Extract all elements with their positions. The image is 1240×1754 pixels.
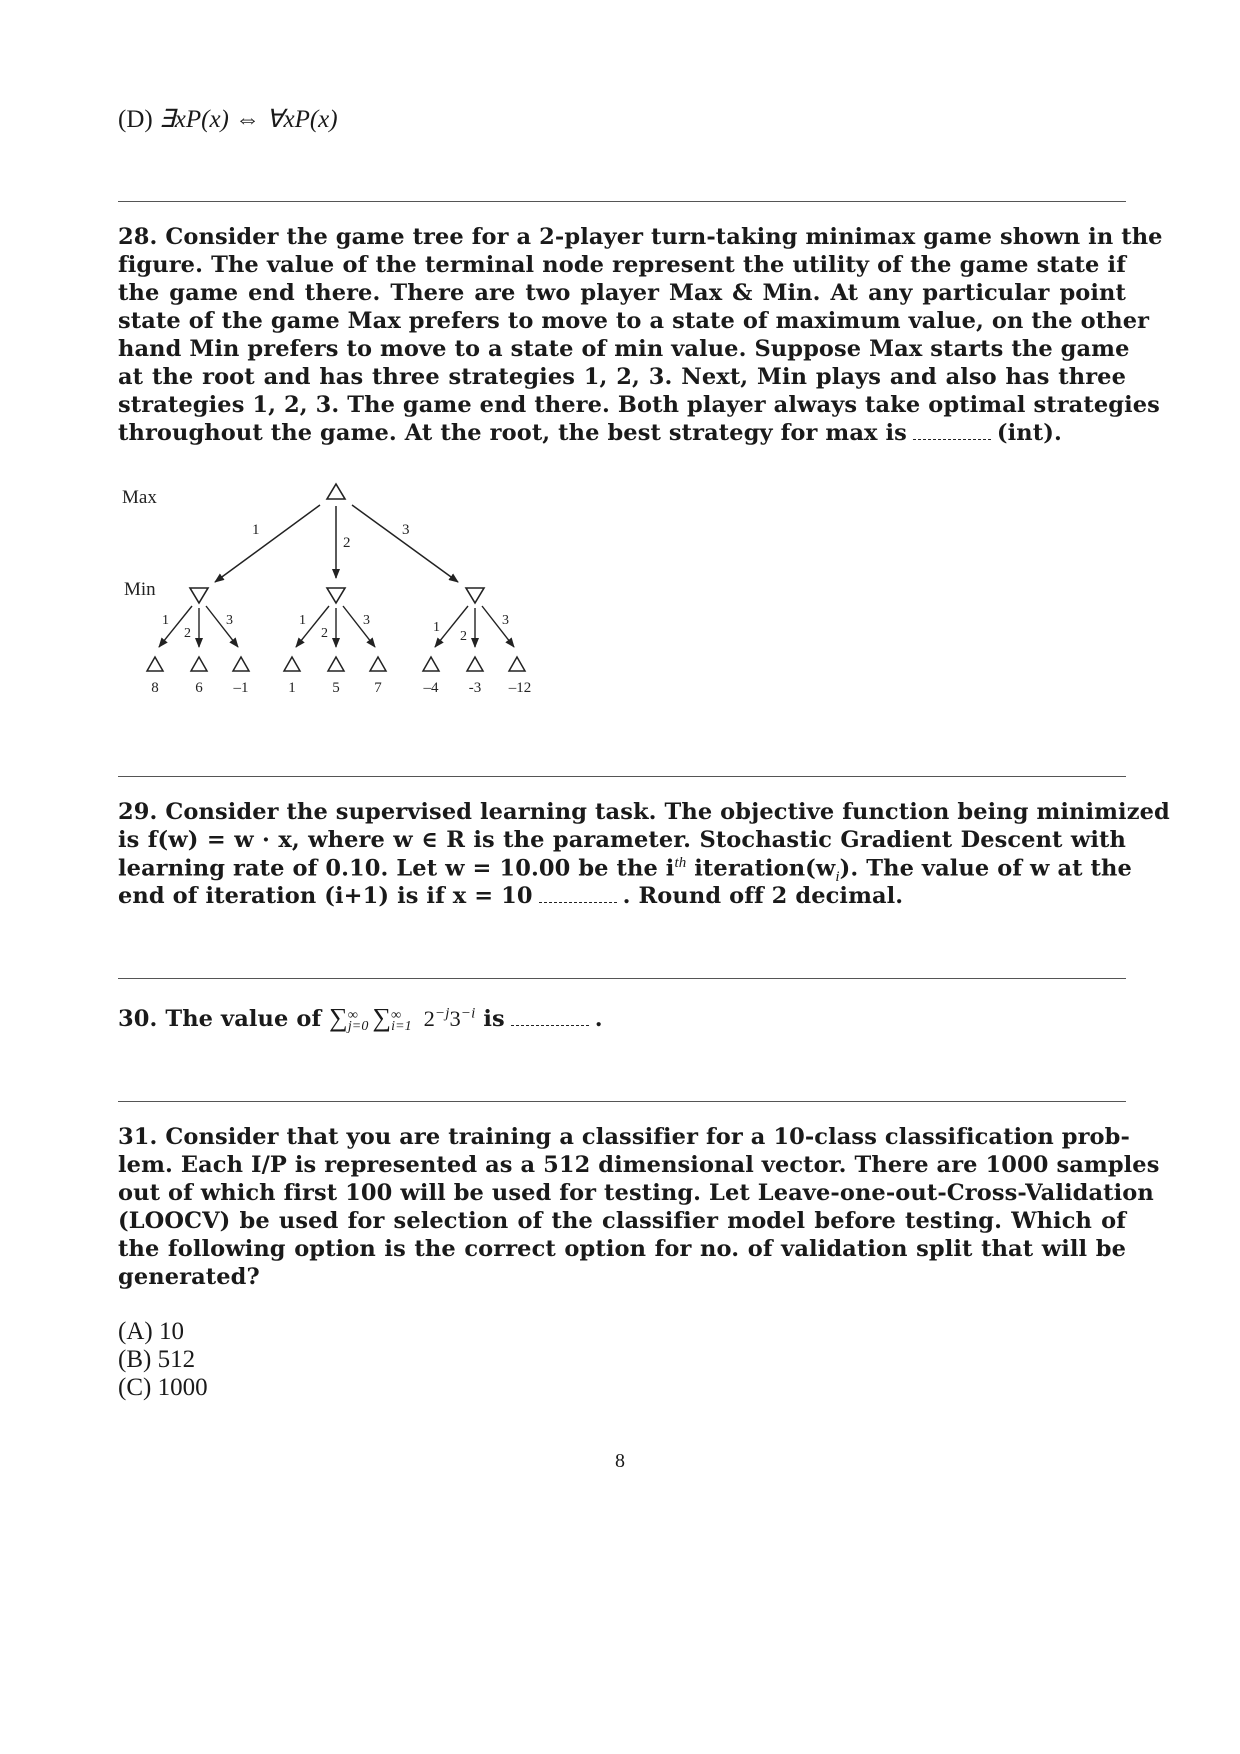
lower-limit: i=1 xyxy=(391,1018,412,1034)
q30-prefix: 30. The value of xyxy=(118,1006,322,1032)
exponent: −i xyxy=(460,1005,476,1022)
q28-last-line xyxy=(118,420,1126,446)
page-number: 8 xyxy=(615,1450,625,1472)
leaf-node xyxy=(233,657,249,671)
leaf-node xyxy=(467,657,483,671)
leaf-value: –12 xyxy=(508,680,532,696)
q29-line-3 xyxy=(118,855,1132,886)
lower-limit: j=0 xyxy=(347,1018,369,1034)
q31-line: the following option is the correct option for no. of validation split that will be xyxy=(118,1236,1126,1262)
min-edge xyxy=(482,606,514,647)
q28-line: hand Min prefers to move to a state of min value. Suppose Max starts the game xyxy=(118,336,1130,362)
sigma-symbol: ∑ xyxy=(372,1003,392,1032)
q29-last-line xyxy=(118,883,1126,909)
root-edge-label: 2 xyxy=(343,535,351,551)
leaf-value: –4 xyxy=(423,680,439,696)
q31-line: (LOOCV) be used for selection of the classifier model before testing. Which of xyxy=(118,1208,1126,1234)
q29-line-3-part: iteration(w xyxy=(686,855,836,882)
q29-line-3-part: learning rate of 0.10. Let w = 10.00 be the i xyxy=(118,855,675,882)
base-three: 3 xyxy=(449,1006,461,1031)
root-edge-label: 3 xyxy=(402,522,410,538)
summation-j xyxy=(329,1003,369,1034)
q28-answer-type: (int). xyxy=(996,420,1062,446)
divider-rule xyxy=(118,776,1126,777)
root-edge xyxy=(215,505,320,582)
leaf-value: -3 xyxy=(468,680,482,696)
root-edge-label: 1 xyxy=(252,522,260,538)
root-max-node xyxy=(327,484,345,499)
divider-rule xyxy=(118,1101,1126,1102)
q29-subscript: i xyxy=(835,869,840,885)
upper-limit: ∞ xyxy=(347,1007,358,1023)
minimax-game-tree xyxy=(118,472,598,702)
q29-line: is f(w) = w · x, where w ∈ R is the parameter. Stochastic Gradient Descent with xyxy=(118,827,1126,853)
q30-suffix: is xyxy=(483,1006,505,1032)
min-edge-label: 2 xyxy=(321,626,328,641)
exponent: −j xyxy=(435,1005,450,1022)
q31-option-c[interactable]: (C) 1000 xyxy=(118,1374,208,1401)
q31-line: generated? xyxy=(118,1264,260,1290)
q28-last-line-text: throughout the game. At the root, the best strategy for max is xyxy=(118,420,907,446)
q29-last-line-text: end of iteration (i+1) is if x = 10 xyxy=(118,883,533,909)
q28-line: the game end there. There are two player Max & Min. At any particular point xyxy=(118,280,1126,306)
leaf-node xyxy=(284,657,300,671)
q28-line: state of the game Max prefers to move to a state of maximum value, on the other xyxy=(118,308,1150,334)
sigma-symbol: ∑ xyxy=(329,1003,348,1032)
option-d-expression: ∃xP(x) ⇔ ∀xP(x) xyxy=(158,106,338,133)
q29-line: 29. Consider the supervised learning task. The objective function being minimized xyxy=(118,799,1170,825)
leaf-node xyxy=(147,657,163,671)
leaf-node xyxy=(370,657,386,671)
leaf-value: 8 xyxy=(151,680,159,696)
min-node xyxy=(466,588,484,603)
leaf-node xyxy=(509,657,525,671)
min-edge-label: 3 xyxy=(502,613,509,628)
q28-line: at the root and has three strategies 1, 2, 3. Next, Min plays and also has three xyxy=(118,364,1126,390)
q31-option-b[interactable]: (B) 512 xyxy=(118,1346,196,1373)
leaf-value: 5 xyxy=(332,680,340,696)
q31-option-a[interactable]: (A) 10 xyxy=(118,1318,184,1345)
leaf-node xyxy=(328,657,344,671)
q29-rounding-note: . Round off 2 decimal. xyxy=(622,883,904,909)
q31-line: out of which first 100 will be used for testing. Let Leave-one-out-Cross-Validation xyxy=(118,1180,1154,1206)
min-node xyxy=(190,588,208,603)
leaf-node xyxy=(423,657,439,671)
divider-rule xyxy=(118,978,1126,979)
min-edge-label: 1 xyxy=(433,620,440,635)
min-node xyxy=(327,588,345,603)
min-edge-label: 1 xyxy=(162,613,169,628)
previous-option-d xyxy=(118,104,1126,134)
leaf-value: –1 xyxy=(233,680,249,696)
min-edge-label: 2 xyxy=(460,629,467,644)
q31-line: 31. Consider that you are training a classifier for a 10-class classification prob- xyxy=(118,1124,1130,1150)
leaf-value: 1 xyxy=(288,680,296,696)
summation-i xyxy=(372,1003,412,1034)
min-edge xyxy=(343,606,375,647)
min-edge xyxy=(206,606,238,647)
min-edge-label: 1 xyxy=(299,613,306,628)
leaf-node xyxy=(191,657,207,671)
min-edge-label: 2 xyxy=(184,626,191,641)
leaf-value: 6 xyxy=(195,680,203,696)
upper-limit: ∞ xyxy=(391,1007,402,1023)
q28-line: strategies 1, 2, 3. The game end there. Both player always take optimal strategies xyxy=(118,392,1160,418)
base-two: 2 xyxy=(423,1006,436,1031)
leaf-value: 7 xyxy=(374,680,382,696)
summand xyxy=(424,1006,476,1031)
q29-superscript: th xyxy=(674,855,687,871)
max-level-label: Max xyxy=(122,487,157,508)
answer-blank[interactable] xyxy=(511,1015,589,1026)
option-d-label: (D) xyxy=(118,106,153,133)
min-edge-label: 3 xyxy=(363,613,370,628)
q29-line-3-part: ). The value of w at the xyxy=(839,855,1132,882)
q28-line: figure. The value of the terminal node represent the utility of the game state if xyxy=(118,252,1126,278)
min-level-label: Min xyxy=(124,579,156,600)
answer-blank[interactable] xyxy=(539,892,617,903)
q28-line: 28. Consider the game tree for a 2-player turn-taking minimax game shown in the xyxy=(118,224,1163,250)
q31-line: lem. Each I/P is represented as a 512 dimensional vector. There are 1000 samples xyxy=(118,1152,1160,1178)
min-edge-label: 3 xyxy=(226,613,233,628)
root-edge xyxy=(352,505,458,582)
question-30: 30. The value of ∑ ∞ j=0 ∑ ∞ i=1 $2^{-j}3^{-i}$ is . xyxy=(118,1003,603,1034)
divider-rule xyxy=(118,201,1126,202)
answer-blank[interactable] xyxy=(913,429,991,440)
